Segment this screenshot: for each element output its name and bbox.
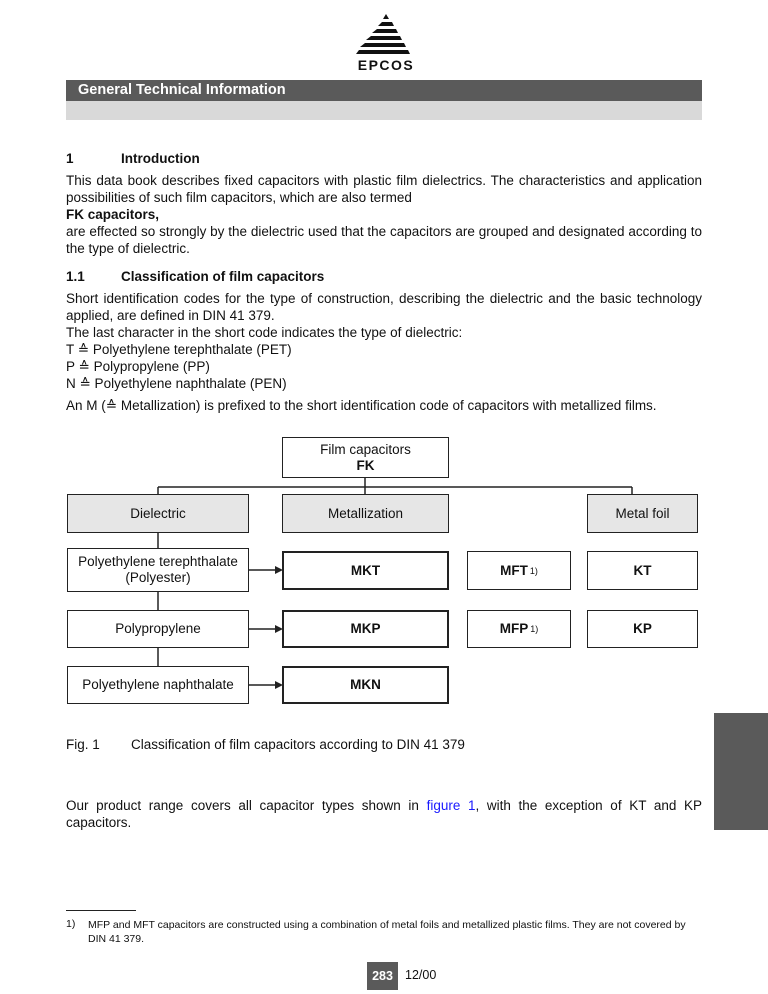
dielectric-header-box: Dielectric (67, 494, 249, 533)
dielectric-intro: The last character in the short code indicates the type of dielectric: (66, 325, 463, 340)
footnote-text: MFP and MFT capacitors are constructed using a combination of metal foils and metallized plastic films. They are not covered by DIN 41 379. (88, 919, 686, 945)
section-heading: Introduction (121, 151, 200, 166)
brand-name: EPCOS (357, 57, 415, 73)
kt-box: KT (587, 551, 698, 590)
subsection-heading: Classification of film capacitors (121, 269, 325, 284)
code-line: P ≙ Polypropylene (PP) (66, 359, 210, 374)
metallization-header-box: Metallization (282, 494, 449, 533)
page-number: 283 (367, 962, 398, 990)
classification-paragraph: Short identification codes for the type of construction, describing the dielectric and the basic technology applied, are defined in DIN 41 379. (66, 291, 702, 323)
product-range-text-end: , with the exception of KT and KP capacitors. (66, 798, 702, 830)
dielectric-pp-box: Polypropylene (67, 610, 249, 648)
product-range-text: Our product range covers all capacitor types shown in (66, 798, 419, 813)
mkt-box: MKT (282, 551, 449, 590)
figure-caption: Classification of film capacitors according to DIN 41 379 (131, 737, 465, 752)
code-line: N ≙ Polyethylene naphthalate (PEN) (66, 376, 287, 391)
intro-paragraph: This data book describes fixed capacitors with plastic film dielectrics. The characteristics and application possibilities of such film capacitors, which are also termed (66, 173, 702, 205)
figure-label: Fig. 1 (66, 737, 100, 752)
film-capacitors-root-box (282, 437, 449, 478)
mft-label: MFT (500, 562, 528, 578)
product-range-paragraph (66, 797, 702, 831)
metallization-note: An M (≙ Metallization) is prefixed to the short identification code of capacitors with metallized films. (66, 398, 657, 413)
root-code: FK (356, 457, 375, 473)
dielectric-pen-box: Polyethylene naphthalate (67, 666, 249, 704)
page-title: General Technical Information (78, 82, 286, 98)
subsection-number: 1.1 (66, 269, 85, 284)
mkn-box: MKN (282, 666, 449, 704)
root-label: Film capacitors (320, 441, 411, 457)
section-number: 1 (66, 151, 74, 166)
mft-box (467, 551, 571, 590)
mfp-box (467, 610, 571, 648)
mfp-label: MFP (499, 621, 529, 636)
footnote-ref: 1) (529, 565, 538, 576)
page-date: 12/00 (405, 968, 437, 982)
section-thumb-tab (714, 713, 768, 830)
metal-foil-header-box: Metal foil (587, 494, 698, 533)
kp-box: KP (587, 610, 698, 648)
figure-1-link[interactable]: figure 1 (426, 798, 476, 813)
code-line: T ≙ Polyethylene terephthalate (PET) (66, 342, 292, 357)
intro-paragraph-continued: are effected so strongly by the dielectric used that the capacitors are grouped and designated according to the type of dielectric. (66, 224, 702, 256)
dielectric-pet-box: Polyethylene terephthalate (Polyester) (67, 548, 249, 592)
footnote-ref: 1) (530, 624, 539, 634)
intro-term: FK capacitors, (66, 207, 160, 222)
footnote-divider (66, 910, 136, 911)
mkp-box: MKP (282, 610, 449, 648)
footnote-number: 1) (66, 918, 76, 930)
